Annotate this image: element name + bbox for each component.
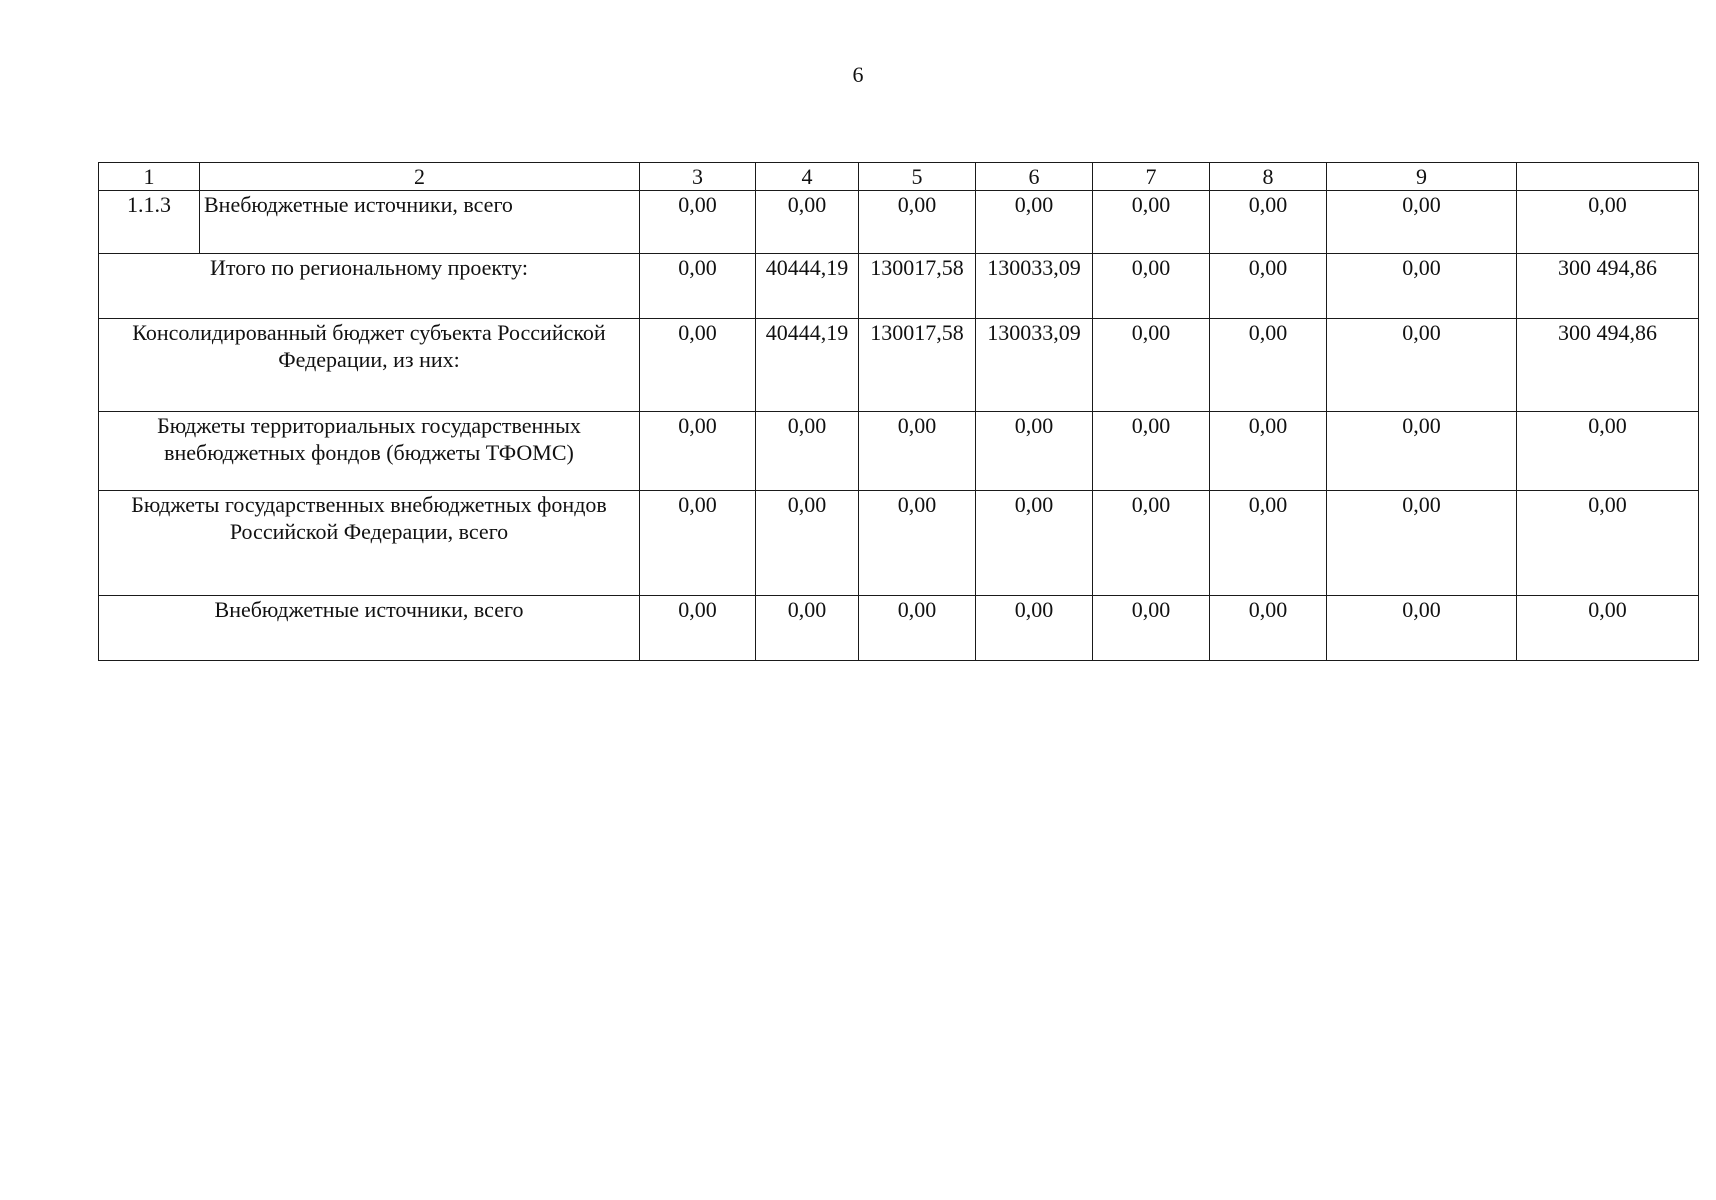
table-row <box>99 254 1699 319</box>
total-cell: 300 494,86 <box>1517 254 1699 319</box>
value-cell: 0,00 <box>1093 191 1210 254</box>
value-cell: 0,00 <box>1210 491 1327 596</box>
value-cell: 0,00 <box>756 191 859 254</box>
value-cell: 0,00 <box>1093 319 1210 412</box>
column-header: 8 <box>1210 163 1327 191</box>
value-cell: 0,00 <box>1093 596 1210 661</box>
column-header: 9 <box>1327 163 1517 191</box>
table-row <box>99 596 1699 661</box>
value-cell: 130033,09 <box>976 254 1093 319</box>
column-header: 2 <box>200 163 640 191</box>
total-cell: 0,00 <box>1517 191 1699 254</box>
column-header: 4 <box>756 163 859 191</box>
value-cell: 0,00 <box>640 491 756 596</box>
row-label: Внебюджетные источники, всего <box>99 596 640 661</box>
value-cell: 0,00 <box>756 596 859 661</box>
value-cell: 0,00 <box>976 491 1093 596</box>
total-cell: 0,00 <box>1517 412 1699 491</box>
page-number: 6 <box>852 62 864 87</box>
total-cell: 300 494,86 <box>1517 319 1699 412</box>
value-cell: 0,00 <box>1210 319 1327 412</box>
budget-table <box>98 162 1699 661</box>
row-label: Консолидированный бюджет субъекта Российской Федерации, из них: <box>99 319 640 412</box>
value-cell: 0,00 <box>1327 596 1517 661</box>
value-cell: 130017,58 <box>859 254 976 319</box>
row-label: Бюджеты государственных внебюджетных фондов Российской Федерации, всего <box>99 491 640 596</box>
value-cell: 0,00 <box>859 491 976 596</box>
value-cell: 0,00 <box>756 412 859 491</box>
table-header-row <box>99 163 1699 191</box>
value-cell: 0,00 <box>976 412 1093 491</box>
row-label: Бюджеты территориальных государственных внебюджетных фондов (бюджеты ТФОМС) <box>99 412 640 491</box>
column-header: 5 <box>859 163 976 191</box>
column-header: 6 <box>976 163 1093 191</box>
value-cell: 0,00 <box>640 596 756 661</box>
row-code: 1.1.3 <box>99 191 200 254</box>
value-cell: 0,00 <box>1210 596 1327 661</box>
value-cell: 0,00 <box>1327 319 1517 412</box>
value-cell: 0,00 <box>1210 412 1327 491</box>
value-cell: 130017,58 <box>859 319 976 412</box>
value-cell: 0,00 <box>1093 254 1210 319</box>
value-cell: 0,00 <box>859 412 976 491</box>
table-row <box>99 319 1699 412</box>
total-cell: 0,00 <box>1517 491 1699 596</box>
value-cell: 0,00 <box>1327 491 1517 596</box>
value-cell: 40444,19 <box>756 254 859 319</box>
value-cell: 0,00 <box>640 319 756 412</box>
value-cell: 0,00 <box>859 596 976 661</box>
column-header <box>1517 163 1699 191</box>
column-header: 1 <box>99 163 200 191</box>
value-cell: 0,00 <box>640 412 756 491</box>
value-cell: 0,00 <box>976 596 1093 661</box>
row-label: Итого по региональному проекту: <box>99 254 640 319</box>
value-cell: 0,00 <box>1093 412 1210 491</box>
table-row <box>99 491 1699 596</box>
value-cell: 0,00 <box>1210 254 1327 319</box>
value-cell: 0,00 <box>756 491 859 596</box>
table-row <box>99 412 1699 491</box>
column-header: 7 <box>1093 163 1210 191</box>
table-row <box>99 191 1699 254</box>
row-label: Внебюджетные источники, всего <box>200 191 640 254</box>
value-cell: 40444,19 <box>756 319 859 412</box>
value-cell: 0,00 <box>640 254 756 319</box>
value-cell: 0,00 <box>859 191 976 254</box>
value-cell: 0,00 <box>1327 412 1517 491</box>
value-cell: 0,00 <box>976 191 1093 254</box>
value-cell: 0,00 <box>1210 191 1327 254</box>
column-header: 3 <box>640 163 756 191</box>
total-cell: 0,00 <box>1517 596 1699 661</box>
value-cell: 130033,09 <box>976 319 1093 412</box>
value-cell: 0,00 <box>640 191 756 254</box>
value-cell: 0,00 <box>1327 254 1517 319</box>
value-cell: 0,00 <box>1093 491 1210 596</box>
value-cell: 0,00 <box>1327 191 1517 254</box>
